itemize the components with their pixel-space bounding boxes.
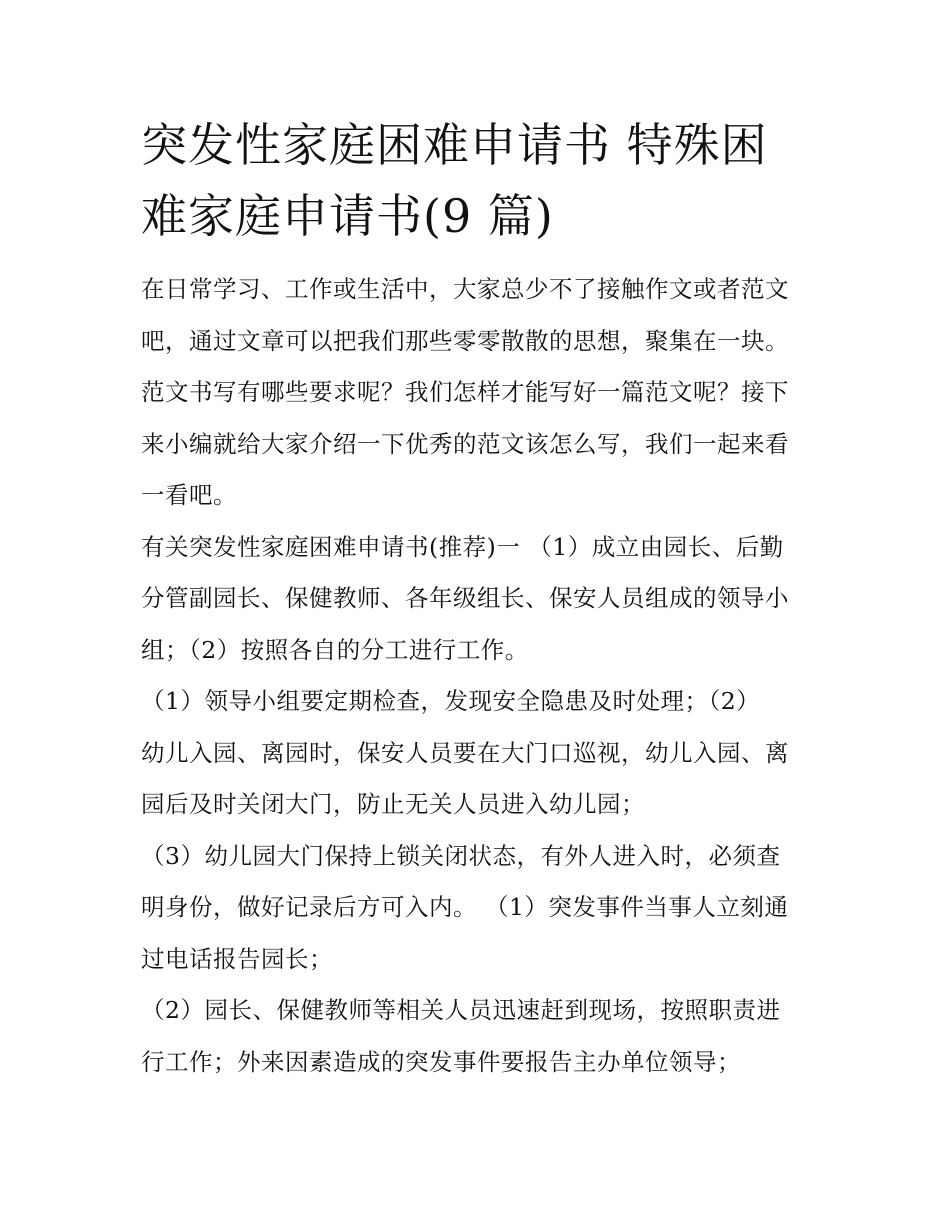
title-line: 难家庭申请书(9 篇): [141, 189, 554, 243]
text-line: （3）幼儿园大门保持上锁关闭状态，有外人进入时，必须查: [141, 841, 781, 870]
text-line: 在日常学习、工作或生活中，大家总少不了接触作文或者范文: [141, 275, 789, 303]
text-line: 一看吧。: [141, 481, 237, 509]
text-line: 分管副园长、保健教师、各年级组长、保安人员组成的领导小: [141, 584, 789, 612]
text-line: 有关突发性家庭困难申请书(推荐)一 （1）成立由园长、后勤: [141, 532, 784, 561]
text-line: 园后及时关闭大门，防止无关人员进入幼儿园；: [141, 790, 645, 818]
text-line: 来小编就给大家介绍一下优秀的范文该怎么写，我们一起来看: [141, 429, 789, 458]
text-line: 幼儿入园、离园时，保安人员要在大门口巡视，幼儿入园、离: [141, 738, 789, 767]
paragraph-intro: [141, 264, 813, 522]
text-line: 行工作；外来因素造成的突发事件要报告主办单位领导；: [141, 1047, 741, 1076]
text-line: 过电话报告园长；: [141, 944, 333, 973]
paragraph-gate: [141, 831, 813, 986]
title-line: 突发性家庭困难申请书 特殊困: [141, 118, 768, 172]
document-title: [141, 110, 813, 252]
text-line: （2）园长、保健教师等相关人员迅速赶到现场，按照职责进: [141, 996, 781, 1024]
text-line: 吧，通过文章可以把我们那些零零散散的思想，聚集在一块。: [141, 326, 789, 355]
paragraph-leadership: [141, 522, 813, 677]
text-line: 范文书写有哪些要求呢？我们怎样才能写好一篇范文呢？接下: [141, 378, 789, 406]
paragraph-inspection: [141, 676, 813, 831]
text-line: 明身份，做好记录后方可入内。 （1）突发事件当事人立刻通: [141, 893, 789, 921]
text-line: （1）领导小组要定期检查，发现安全隐患及时处理；（2）: [141, 687, 761, 715]
document-body: [141, 110, 813, 1088]
paragraph-response: [141, 985, 813, 1088]
text-line: 组；（2）按照各自的分工进行工作。: [141, 635, 529, 664]
